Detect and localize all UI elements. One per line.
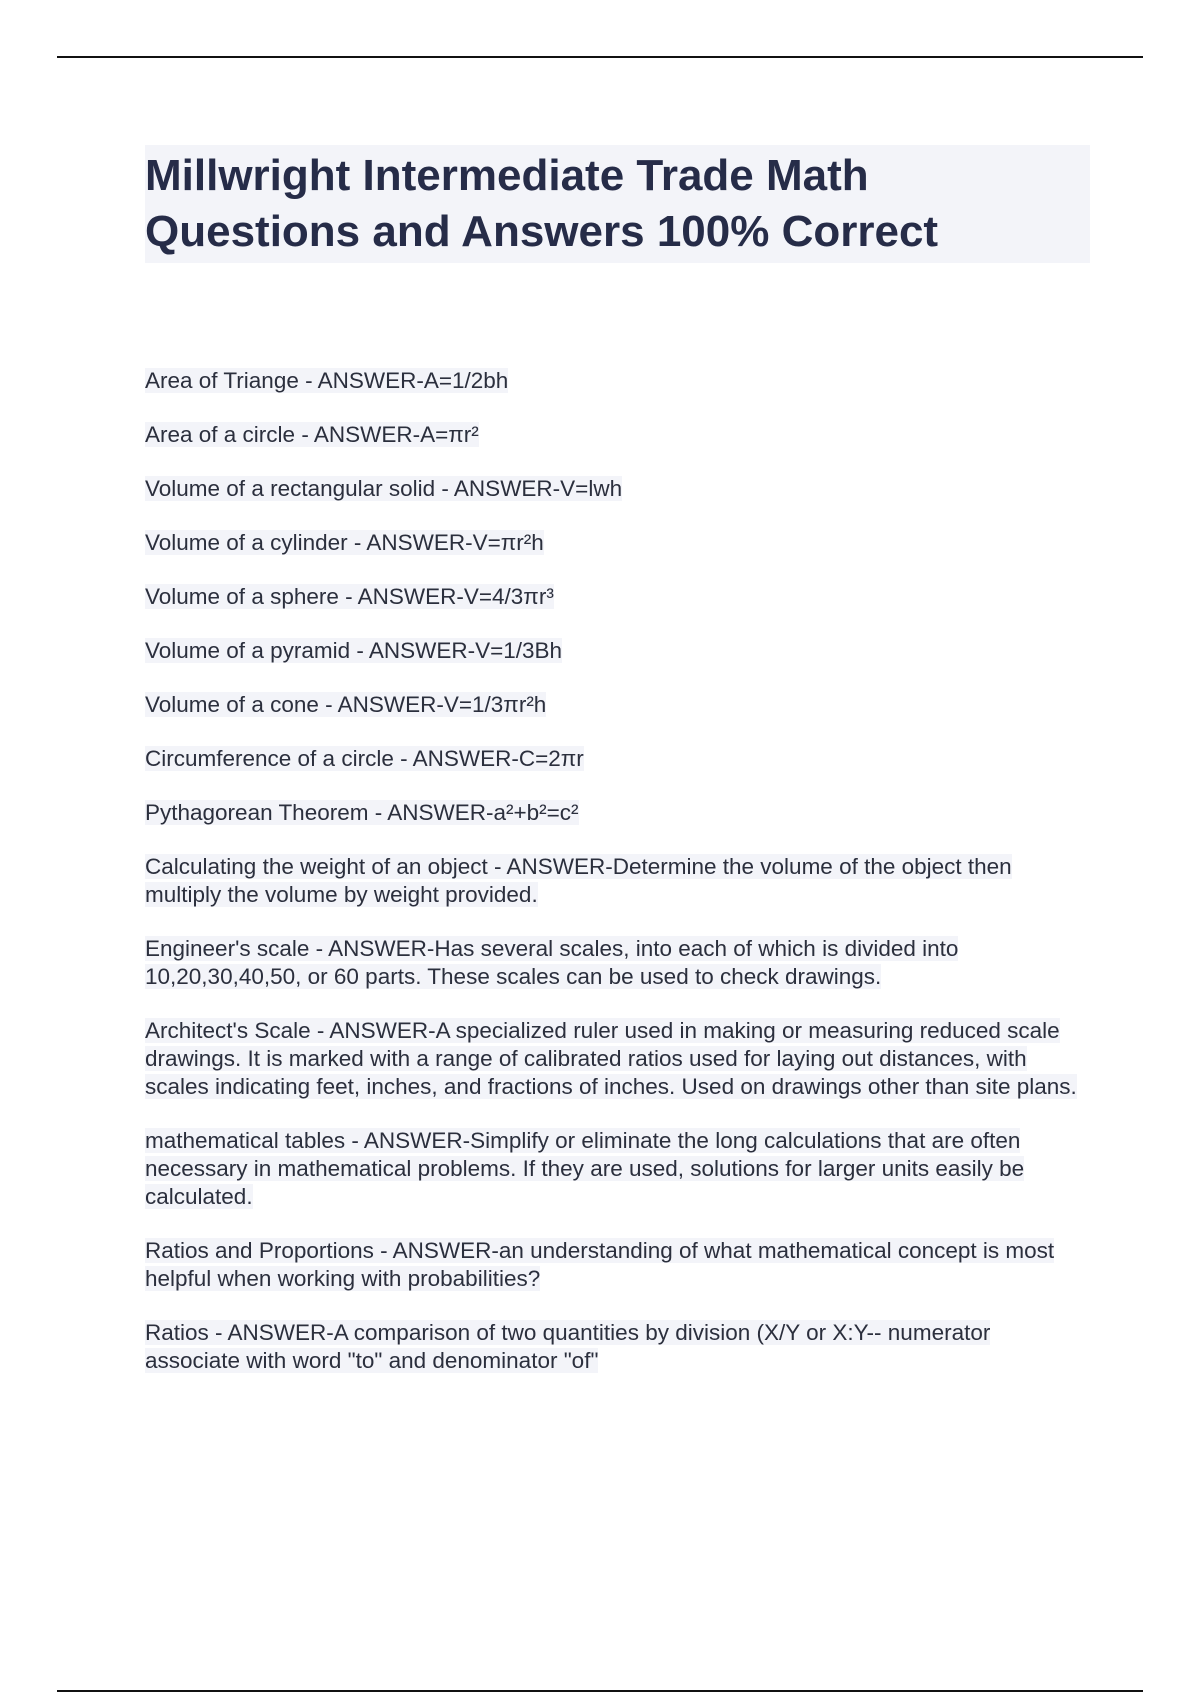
header-rule [57,56,1143,58]
qa-item-weight-of-object [145,853,1090,909]
qa-item-volume-rectangular-solid [145,475,1090,503]
qa-item-text: Engineer's scale - ANSWER-Has several scales, into each of which is divided into 10,20,30,40,50, or 60 parts. These scales can be used to check drawings. [145,936,959,989]
qa-item-text: Volume of a cylinder - ANSWER-V=πr²h [145,530,544,555]
qa-list [145,367,1090,1401]
qa-item-pythagorean-theorem [145,799,1090,827]
qa-item-text: Volume of a rectangular solid - ANSWER-V=lwh [145,476,623,501]
qa-item-mathematical-tables [145,1127,1090,1211]
qa-item-text: Volume of a cone - ANSWER-V=1/3πr²h [145,692,547,717]
qa-item-ratios [145,1319,1090,1375]
qa-item-architects-scale [145,1017,1090,1101]
footer-rule [57,1690,1143,1692]
qa-item-area-circle [145,421,1090,449]
qa-item-text: Pythagorean Theorem - ANSWER-a²+b²=c² [145,800,579,825]
qa-item-text: Ratios - ANSWER-A comparison of two quantities by division (X/Y or X:Y-- numerator associate with word "to" and denominator "of" [145,1320,991,1373]
qa-item-circumference-circle [145,745,1090,773]
qa-item-area-triangle [145,367,1090,395]
qa-item-volume-cylinder [145,529,1090,557]
qa-item-text: Area of Triange - ANSWER-A=1/2bh [145,368,509,393]
qa-item-text: Ratios and Proportions - ANSWER-an understanding of what mathematical concept is most helpful when working with probabilities? [145,1238,1055,1291]
qa-item-text: mathematical tables - ANSWER-Simplify or eliminate the long calculations that are often necessary in mathematical problems. If they are used, solutions for larger units easily be calculated. [145,1128,1025,1209]
document-title: Millwright Intermediate Trade Math Questions and Answers 100% Correct [145,145,1090,263]
qa-item-volume-cone [145,691,1090,719]
qa-item-ratios-and-proportions [145,1237,1090,1293]
qa-item-text: Volume of a sphere - ANSWER-V=4/3πr³ [145,584,554,609]
qa-item-volume-sphere [145,583,1090,611]
qa-item-text: Circumference of a circle - ANSWER-C=2πr [145,746,584,771]
document-page [145,145,1090,1373]
qa-item-text: Volume of a pyramid - ANSWER-V=1/3Bh [145,638,563,663]
qa-item-text: Area of a circle - ANSWER-A=πr² [145,422,479,447]
qa-item-engineers-scale [145,935,1090,991]
qa-item-volume-pyramid [145,637,1090,665]
qa-item-text: Architect's Scale - ANSWER-A specialized ruler used in making or measuring reduced scale drawings. It is marked with a range of calibrated ratios used for laying out distances, with scales indicating feet, inches, and fractions of inches. Used on drawings other than site plans. [145,1018,1077,1099]
qa-item-text: Calculating the weight of an object - ANSWER-Determine the volume of the object then multiply the volume by weight provided. [145,854,1012,907]
